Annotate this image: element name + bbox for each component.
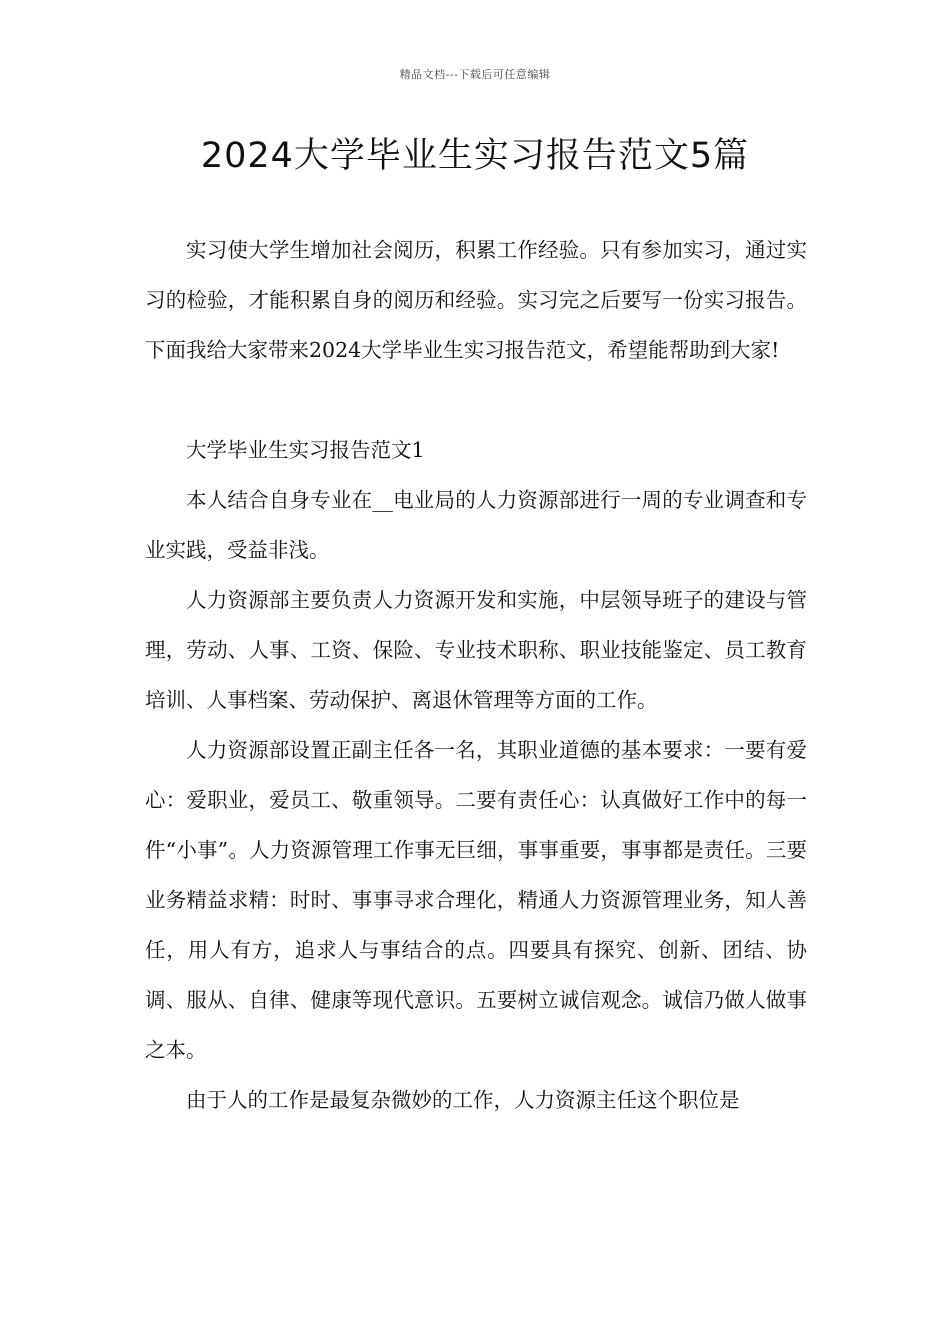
document-body — [145, 225, 807, 1125]
body-paragraph: 人力资源部主要负责人力资源开发和实施，中层领导班子的建设与管理，劳动、人事、工资、保险、专业技术职称、职业技能鉴定、员工教育培训、人事档案、劳动保护、离退休管理等方面的工作。 — [145, 588, 807, 712]
intro-paragraph: 实习使大学生增加社会阅历，积累工作经验。只有参加实习，通过实习的检验，才能积累自身的阅历和经验。实习完之后要写一份实习报告。下面我给大家带来2024大学毕业生实习报告范文，希望能帮助到大家! — [145, 238, 807, 362]
page-header-note: 精品文档---下载后可任意编辑 — [399, 68, 551, 81]
document-title: 2024大学毕业生实习报告范文5篇 — [200, 136, 750, 176]
body-paragraph: 人力资源部设置正副主任各一名，其职业道德的基本要求：一要有爱心：爱职业，爱员工、敬重领导。二要有责任心：认真做好工作中的每一件“小事”。人力资源管理工作事无巨细，事事重要，事事都是责任。三要业务精益求精：时时、事事寻求合理化，精通人力资源管理业务，知人善任，用人有方，追求人与事结合的点。四要具有探究、创新、团结、协调、服从、自律、健康等现代意识。五要树立诚信观念。诚信乃做人做事之本。 — [145, 738, 807, 1062]
section-heading: 大学毕业生实习报告范文1 — [186, 438, 425, 462]
body-paragraph: 本人结合自身专业在__电业局的人力资源部进行一周的专业调查和专业实践，受益非浅。 — [145, 488, 807, 562]
section-spacer — [145, 375, 807, 425]
body-paragraph: 由于人的工作是最复杂微妙的工作，人力资源主任这个职位是 — [186, 1088, 740, 1112]
